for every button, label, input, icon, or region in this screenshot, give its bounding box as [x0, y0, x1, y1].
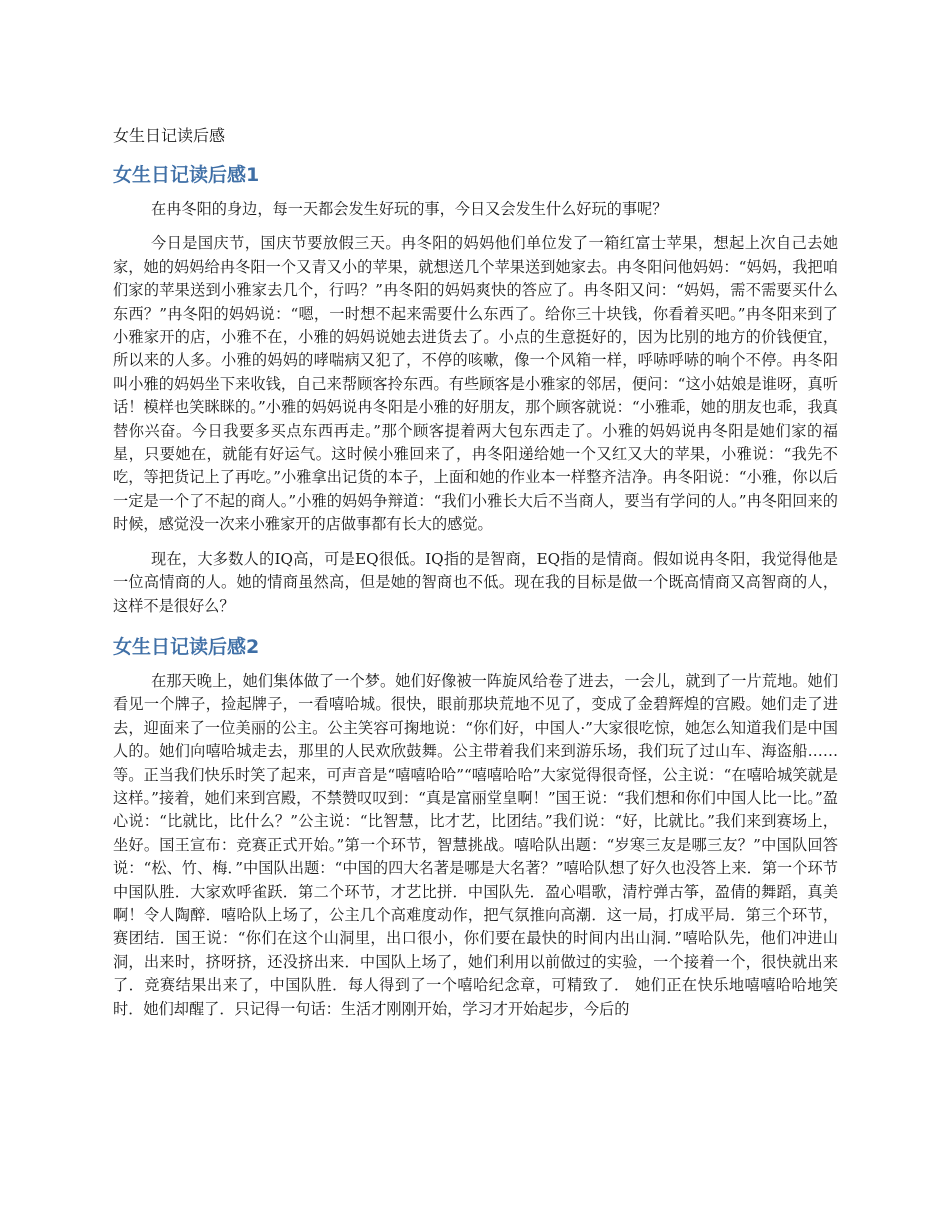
section-1-paragraph-2: 今日是国庆节，国庆节要放假三天。冉冬阳的妈妈他们单位发了一箱红富士苹果，想起上次自己去她家，她的妈妈给冉冬阳一个又青又小的苹果，就想送几个苹果送到她家去。冉冬阳问他妈妈：“妈妈，我把咱们家的苹果送到小雅家去几个，行吗？”冉冬阳的妈妈爽快的答应了。冉冬阳又问：“妈妈，需不需要买什么东西？”冉冬阳的妈妈说：“嗯，一时想不起来需要什么东西了。给你三十块钱，你看着买吧。”冉冬阳来到了小雅家开的店，小雅不在，小雅的妈妈说她去进货去了。小点的生意挺好的，因为比别的地方的价钱便宜，所以来的人多。小雅的妈妈的哮喘病又犯了，不停的咳嗽，像一个风箱一样，呼哧呼哧的响个不停。冉冬阳叫小雅的妈妈坐下来收钱，自己来帮顾客拎东西。有些顾客是小雅家的邻居，便问：“这小姑娘是谁呀，真听话！模样也笑眯眯的。”小雅的妈妈说冉冬阳是小雅的好朋友，那个顾客就说：“小雅乖，她的朋友也乖，我真替你兴奋。今日我要多买点东西再走。”那个顾客提着两大包东西走了。小雅的妈妈说冉冬阳是她们家的福星，只要她在，就能有好运气。这时候小雅回来了，冉冬阳递给她一个又红又大的苹果，小雅说：“我先不吃，等把货记上了再吃。”小雅拿出记货的本子，上面和她的作业本一样整齐洁净。冉冬阳说：“小雅，你以后一定是一个了不起的商人。”小雅的妈妈争辩道：“我们小雅长大后不当商人，要当有学问的人。”冉冬阳回来的时候，感觉没一次来小雅家开的店做事都有长大的感觉。 — [113, 234, 838, 534]
section-1-heading: 女生日记读后感1 — [113, 164, 260, 186]
section-2-heading: 女生日记读后感2 — [113, 635, 260, 658]
document-page — [113, 124, 838, 1032]
section-1-paragraph-3: 现在，大多数人的IQ高，可是EQ很低。IQ指的是智商，EQ指的是情商。假如说冉冬阳，我觉得他是一位高情商的人。她的情商虽然高，但是她的智商也不低。现在我的目标是做一个既高情商又高智商的人，这样不是很好么？ — [113, 549, 838, 615]
section-1-paragraph-1: 在冉冬阳的身边，每一天都会发生好玩的事，今日又会发生什么好玩的事呢？ — [151, 200, 668, 218]
section-2 — [113, 634, 838, 1021]
section-1 — [113, 162, 838, 618]
section-2-paragraph-1: 在那天晚上，她们集体做了一个梦。她们好像被一阵旋风给卷了进去，一会儿，就到了一片荒地。她们看见一个牌子，捡起牌子，一看嘻哈城。很快，眼前那块荒地不见了，变成了金碧辉煌的宫殿。她们走了进去，迎面来了一位美丽的公主。公主笑容可掬地说：“你们好，中国人·”大家很吃惊，她怎么知道我们是中国人的。她们向嘻哈城走去，那里的人民欢欣鼓舞。公主带着我们来到游乐场，我们玩了过山车、海盗船……等。正当我们快乐时笑了起来，可声音是“嘻嘻哈哈”“嘻嘻哈哈”大家觉得很奇怪，公主说：“在嘻哈城笑就是这样。”接着，她们来到宫殿，不禁赞叹叹到：“真是富丽堂皇啊！”国王说：“我们想和你们中国人比一比。”盈心说：“比就比，比什么？”公主说：“比智慧，比才艺，比团结。”我们说：“好，比就比。”我们来到赛场上，坐好。国王宣布：竞赛正式开始。”第一个环节，智慧挑战。嘻哈队出题：“岁寒三友是哪三友？”中国队回答说：“松、竹、梅．”中国队出题：“中国的四大名著是哪是大名著？”嘻哈队想了好久也没答上来．第一个环节中国队胜．大家欢呼雀跃．第二个环节，才艺比拼．中国队先．盈心唱歌，清柠弹古筝，盈倩的舞蹈，真美啊！令人陶醉．嘻哈队上场了，公主几个高难度动作，把气氛推向高潮．这一局，打成平局．第三个环节，赛团结．国王说：“你们在这个山洞里，出口很小，你们要在最快的时间内出山洞．”嘻哈队先，他们冲进山洞，出来时，挤呀挤，还没挤出来．中国队上场了，她们利用以前做过的实验，一个接着一个，很快就出来了．竞赛结果出来了，中国队胜．每人得到了一个嘻哈纪念章，可精致了． 她们正在快乐地嘻嘻哈哈地笑时．她们却醒了．只记得一句话：生活才刚刚开始，学习才开始起步，今后的 — [113, 671, 838, 1018]
document-title: 女生日记读后感 — [113, 126, 226, 145]
